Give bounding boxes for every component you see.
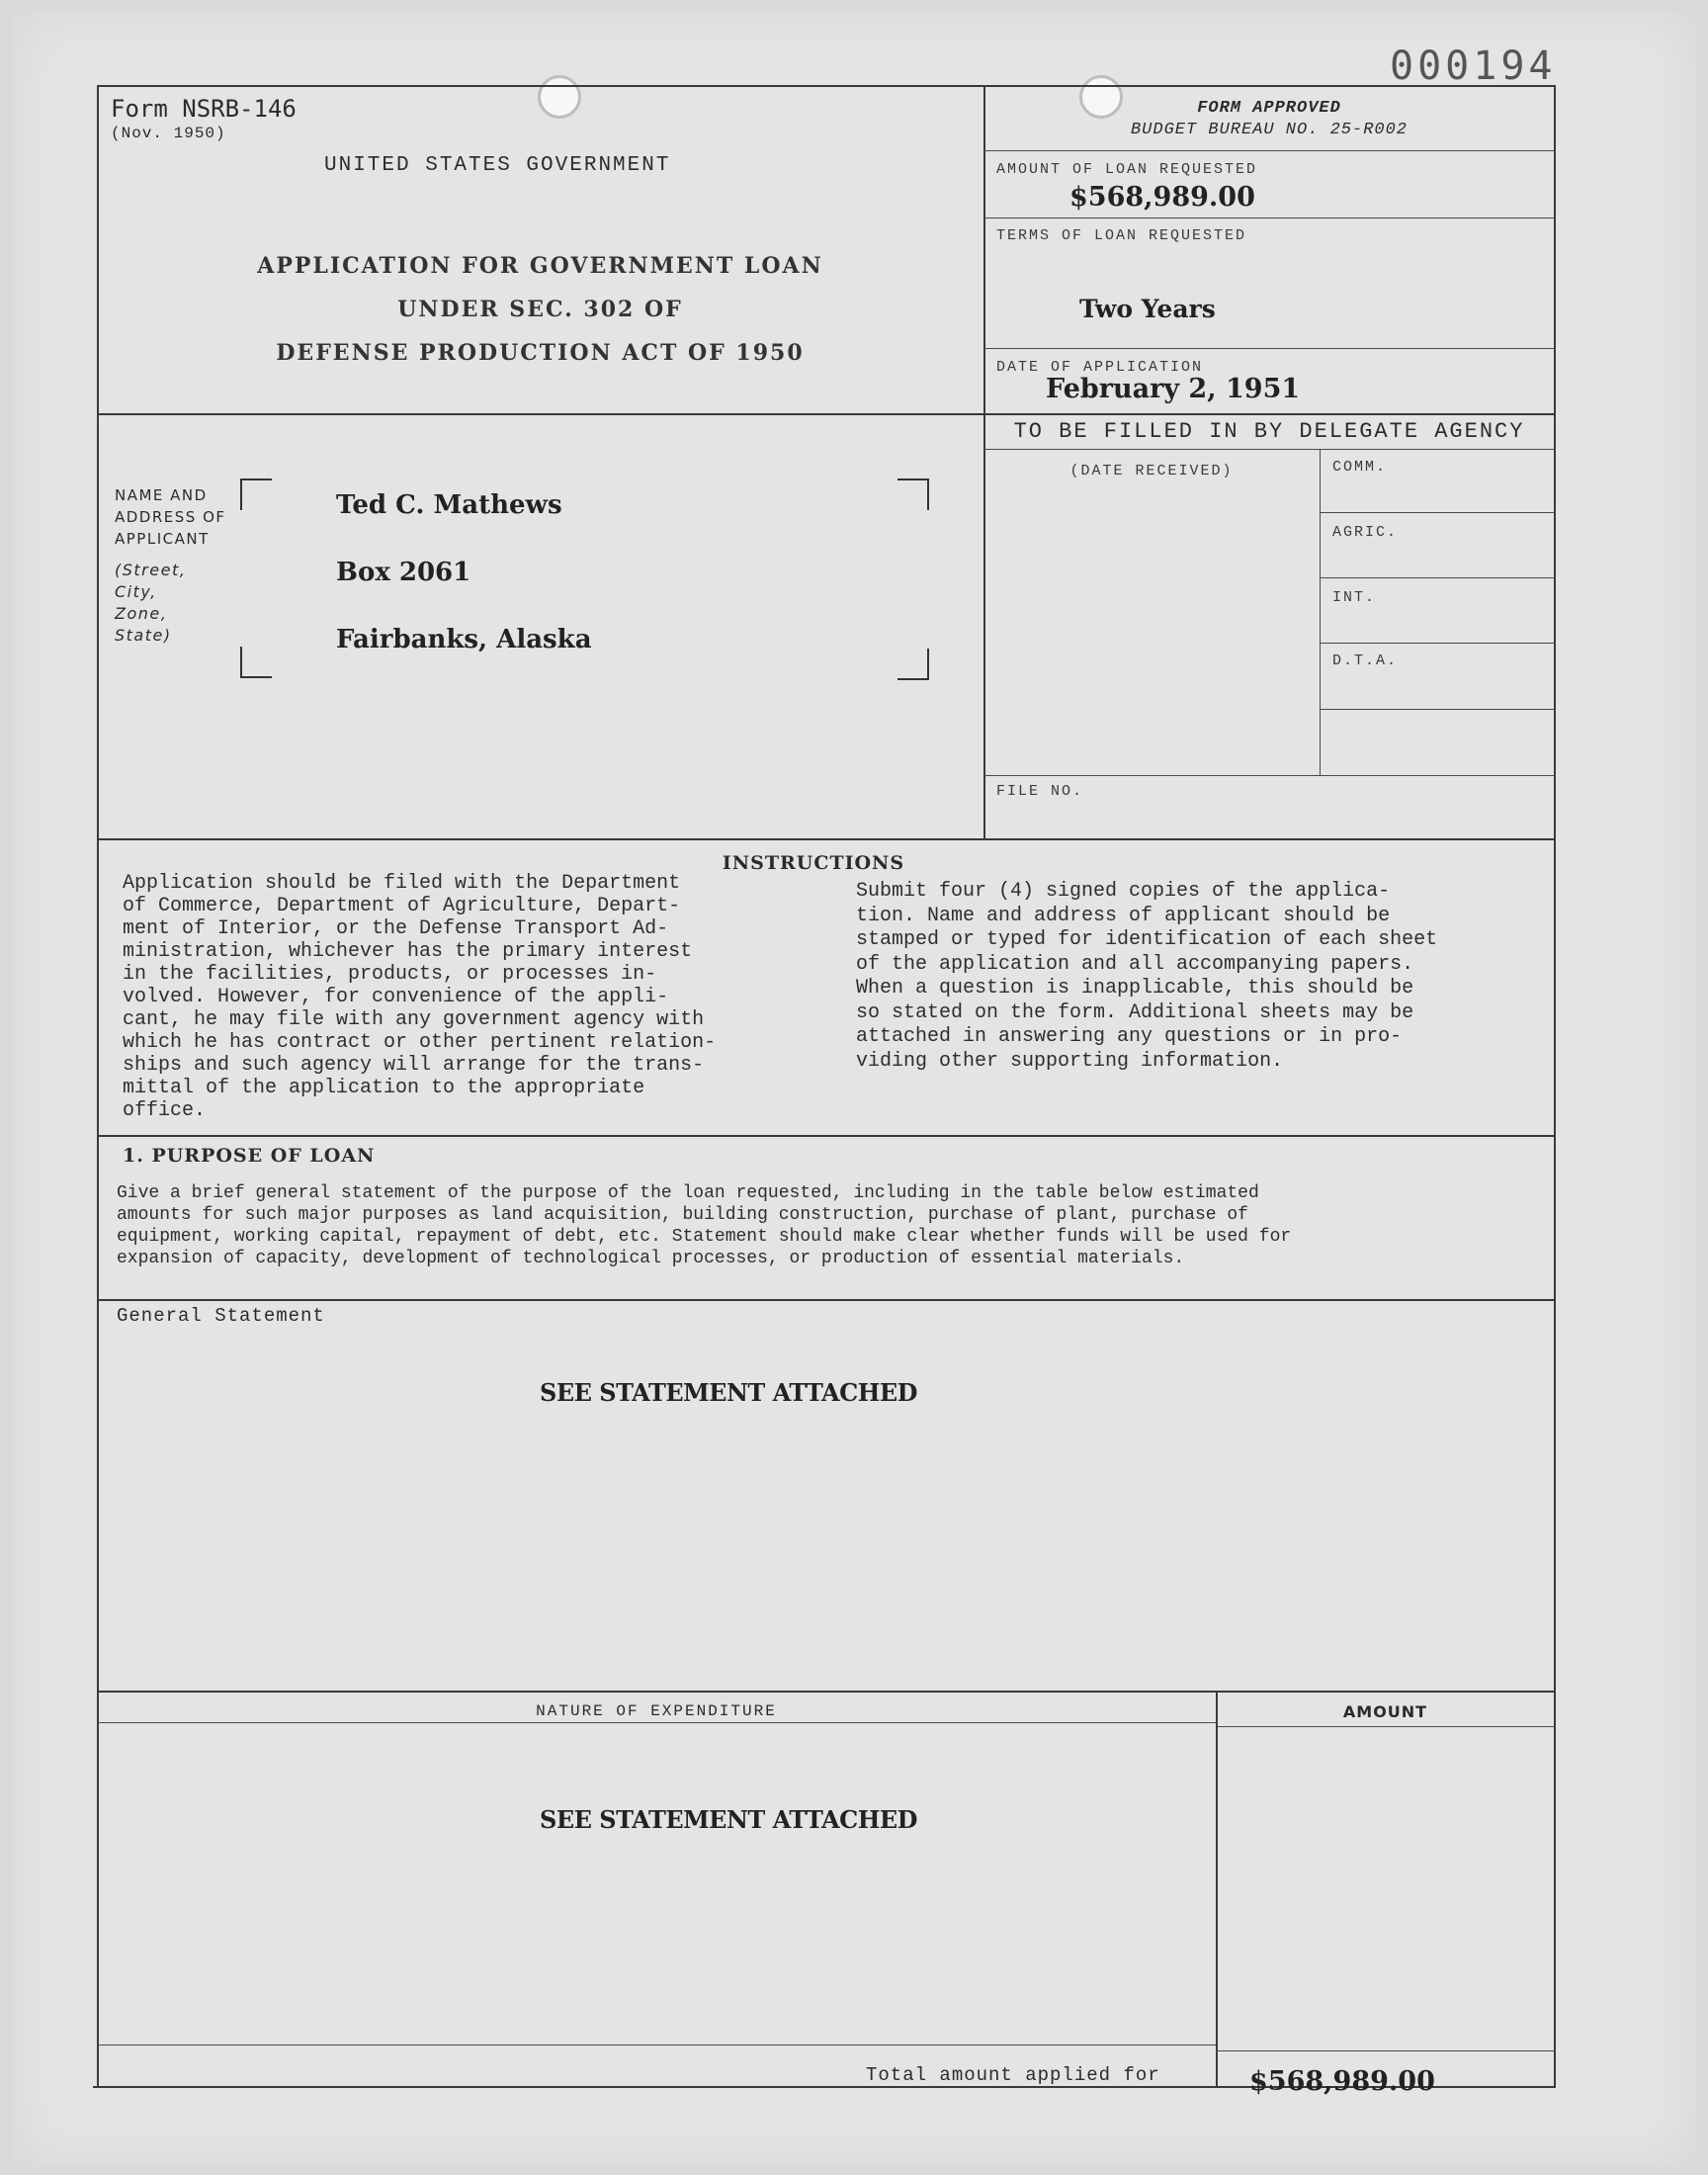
rule-code-2	[1320, 577, 1555, 578]
bracket-top-left	[240, 478, 272, 510]
divider-header-right	[983, 85, 985, 838]
instructions-left-column	[123, 872, 787, 1122]
instructions-right-column	[856, 880, 1520, 1074]
rule-expenditure-top	[97, 1691, 1556, 1693]
file-number-label: FILE NO.	[996, 783, 1084, 800]
applicant-street: Box 2061	[336, 558, 471, 587]
total-amount-value: $568,989.00	[1249, 2066, 1435, 2097]
applicant-label-line: APPLICANT	[115, 530, 210, 548]
bracket-bottom-left	[240, 647, 272, 678]
purpose-instructions	[117, 1182, 1506, 1269]
instructions-left-line: ment of Interior, or the Defense Transport Ad-	[123, 917, 669, 940]
instructions-right-line: Submit four (4) signed copies of the applica-	[856, 880, 1391, 903]
amount-requested-value: $568,989.00	[1069, 182, 1255, 213]
form-number-text: Form NSRB-146	[111, 95, 297, 123]
application-date-value: February 2, 1951	[1046, 374, 1301, 404]
purpose-instruction-line: amounts for such major purposes as land acquisition, building construction, purchase of plant, purchase of	[117, 1205, 1248, 1225]
bracket-top-right	[897, 478, 929, 510]
applicant-name: Ted C. Mathews	[336, 490, 562, 520]
form-number	[111, 95, 297, 123]
applicant-label-line: ADDRESS OF	[115, 508, 226, 526]
loan-terms-value: Two Years	[1079, 295, 1216, 323]
rule-purpose-top	[97, 1135, 1556, 1137]
applicant-city: Fairbanks, Alaska	[336, 625, 592, 654]
form-title-line-3: DEFENSE PRODUCTION ACT OF 1950	[276, 340, 805, 366]
form-title-line-1: APPLICATION FOR GOVERNMENT LOAN	[257, 253, 823, 279]
frame-left	[97, 85, 99, 2088]
general-statement-value: SEE STATEMENT ATTACHED	[540, 1378, 917, 1407]
rule-general-top	[97, 1299, 1556, 1301]
rule-terms	[983, 348, 1555, 349]
instructions-right-line: so stated on the form. Additional sheets may be	[856, 1000, 1414, 1024]
purpose-heading: 1. PURPOSE OF LOAN	[123, 1145, 376, 1167]
nature-of-expenditure-value: SEE STATEMENT ATTACHED	[540, 1805, 917, 1834]
punch-hole-left	[538, 75, 581, 119]
instructions-left-line: which he has contract or other pertinent relation-	[123, 1031, 717, 1054]
government-heading: UNITED STATES GOVERNMENT	[324, 154, 671, 177]
instructions-left-line: office.	[123, 1099, 207, 1122]
instructions-right-line: stamped or typed for identification of each sheet	[856, 928, 1438, 951]
rule-agency-header	[983, 449, 1555, 450]
rule-expenditure-header-left	[97, 1722, 1216, 1723]
frame-right	[1554, 85, 1556, 2088]
applicant-sublabel-line: State)	[115, 626, 172, 645]
form-approved: FORM APPROVED	[1197, 99, 1341, 118]
document-number: 000194	[1390, 44, 1557, 89]
rule-expenditure-header-right	[1216, 1726, 1555, 1727]
instructions-left-line: of Commerce, Department of Agriculture, Depart-	[123, 895, 681, 917]
amount-requested-label: AMOUNT OF LOAN REQUESTED	[996, 161, 1258, 178]
budget-bureau-number: BUDGET BUREAU NO. 25-R002	[1130, 121, 1409, 139]
instructions-left-line: ships and such agency will arrange for the trans-	[123, 1054, 705, 1077]
application-date-label: DATE OF APPLICATION	[996, 359, 1204, 376]
total-amount-label: Total amount applied for	[866, 2064, 1160, 2086]
instructions-left-line: cant, he may file with any government agency with	[123, 1008, 705, 1031]
instructions-left-line: mittal of the application to the appropriate	[123, 1077, 645, 1099]
form-date: (Nov. 1950)	[111, 125, 226, 142]
agency-code-int: INT.	[1332, 589, 1377, 606]
instructions-left-line: Application should be filed with the Department	[123, 872, 681, 895]
purpose-instruction-line: equipment, working capital, repayment of debt, etc. Statement should make clear whether funds will be used for	[117, 1227, 1292, 1247]
instructions-right-line: of the application and all accompanying papers.	[856, 952, 1414, 976]
delegate-agency-header: TO BE FILLED IN BY DELEGATE AGENCY	[1013, 419, 1525, 444]
rule-total-left	[97, 2044, 1216, 2045]
form-title-line-2: UNDER SEC. 302 OF	[397, 297, 683, 322]
rule-instructions-top	[97, 838, 1556, 840]
instructions-right-line: attached in answering any questions or in pro-	[856, 1025, 1403, 1048]
purpose-instruction-line: Give a brief general statement of the purpose of the loan requested, including in the table below estimated	[117, 1183, 1259, 1203]
frame-top	[97, 85, 1556, 87]
agency-code-agric: AGRIC.	[1332, 524, 1399, 541]
instructions-left-line: ministration, whichever has the primary interest	[123, 940, 693, 963]
applicant-sublabel-line: Zone,	[115, 604, 168, 623]
loan-terms-label: TERMS OF LOAN REQUESTED	[996, 227, 1247, 244]
applicant-sublabel	[115, 560, 186, 647]
rule-approved	[983, 150, 1555, 151]
nature-of-expenditure-header: NATURE OF EXPENDITURE	[536, 1702, 777, 1720]
instructions-heading: INSTRUCTIONS	[722, 852, 905, 874]
applicant-sublabel-line: (Street,	[115, 561, 187, 579]
divider-amount-column	[1216, 1691, 1218, 2086]
general-statement-label: General Statement	[117, 1305, 325, 1327]
agency-code-comm: COMM.	[1332, 459, 1388, 476]
instructions-right-line: viding other supporting information.	[856, 1049, 1284, 1073]
rule-code-3	[1320, 643, 1555, 644]
rule-code-1	[1320, 512, 1555, 513]
instructions-right-line: tion. Name and address of applicant should be	[856, 904, 1391, 927]
date-received-label: (DATE RECEIVED)	[1069, 463, 1234, 479]
rule-total-right	[1216, 2050, 1555, 2051]
purpose-instruction-line: expansion of capacity, development of technological processes, or production of essential materials.	[117, 1249, 1185, 1268]
applicant-label	[115, 484, 226, 550]
amount-header: AMOUNT	[1342, 1702, 1428, 1721]
bracket-bottom-right	[897, 649, 929, 680]
instructions-left-line: volved. However, for convenience of the appli-	[123, 986, 669, 1008]
rule-file-no	[983, 775, 1555, 776]
instructions-right-line: When a question is inapplicable, this should be	[856, 977, 1414, 1000]
agency-codes-divider	[1320, 449, 1321, 775]
applicant-sublabel-line: City,	[115, 582, 157, 601]
applicant-label-line: NAME AND	[115, 486, 208, 504]
rule-header-bottom	[97, 413, 1556, 415]
instructions-left-line: in the facilities, products, or processes in-	[123, 963, 657, 986]
agency-code-dta: D.T.A.	[1332, 652, 1399, 669]
rule-code-4	[1320, 709, 1555, 710]
